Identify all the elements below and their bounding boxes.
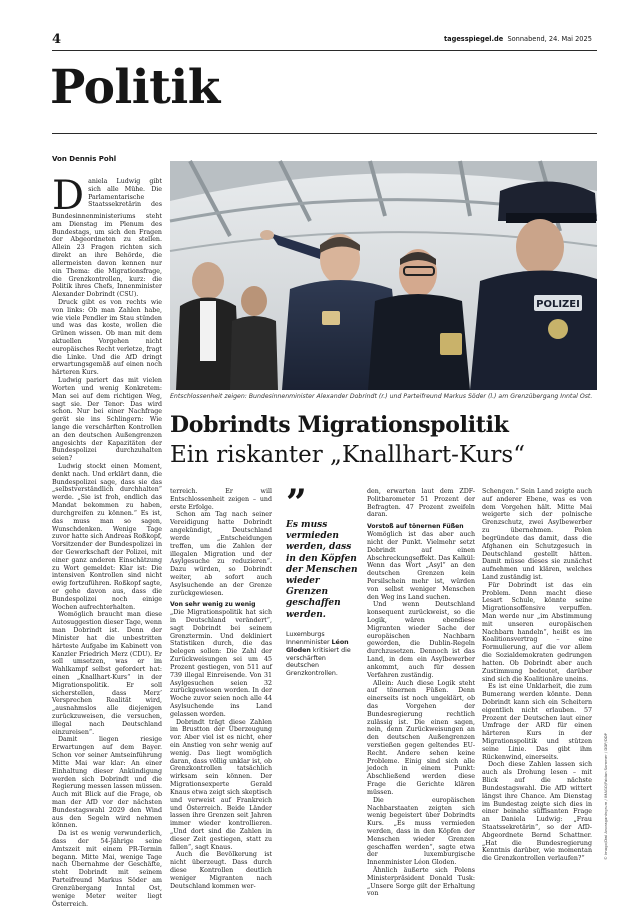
paragraph: Damit liegen riesige Erwartungen auf dem Bayer. Schon vor seiner Amtseinführung Mitte Mai war klar: An einer Einhaltung dieser Ankündigung werden sich Dobrindt und die Regierung messen lassen müssen. Auch mit Blick auf die Frage, ob man der AfD vor der nächsten Bundestagswahl 2029 den Wind aus den Segeln wird nehmen können. xyxy=(52,736,162,830)
subheading: Von sehr wenig zu wenig xyxy=(170,601,256,609)
photo-caption: Entschlossenheit zeigen: Bundesinnenminister Alexander Dobrindt (r.) und Parteifreund Markus Söder (l.) am Grenzübergang Inntal Ost. xyxy=(170,393,593,400)
paragraph: Druck gibt es von rechts wie von links: Ob man Zahlen habe, wie viele Pendler im Stau stünden und was das koste, wollen die Grünen wissen. Ob man mit dem aktuellen Vorgehen nicht europäisches Recht verletze, fragt die Linke. Und die AfD dringt erwartungsgemäß auf einen noch härteren Kurs. xyxy=(52,298,163,377)
lead-text: aniela Ludwig gibt sich alle Mühe. Die Parlamentarische Staatssekretärin des Bundesinnenministeriums steht am Dienstag im Plenum des Bundestags, um sich den Fragen der Abgeordneten zu stellen. Allein 23 Fragen richten sich direkt an ihre Behörde, die allermeisten davon kennen nur ein Thema: die Migrationsfrage, die Grenzkontrollen, kurz: die Politik ihres Chefs, Innenminister Alexander Dobrindt (CSU). xyxy=(52,178,162,299)
paragraph: Dobrindt trägt diese Zahlen im Brustton der Überzeugung vor. Aber viel ist es nicht, eher ein Anstieg von sehr wenig auf wenig. Das liegt womöglich daran, dass völlig unklar ist, ob Grenzkontrollen tatsächlich wirksam sein können. Der Migrationsexperte Gerald Knaus etwa zeigt sich skeptisch und verweist auf Frankreich und Österreich. Beide Länder lassen ihre Grenzen seit Jahren immer wieder kontrollieren. „Und dort sind die Zahlen in dieser Zeit gestiegen, statt zu fallen“, sagt Knaus. xyxy=(170,718,272,851)
paragraph: „Die Migrationspolitik hat sich in Deutschland verändert“, sagt Dobrindt bei seinem Grenztermin. Und dekliniert Statistiken durch, die das belegen sollen: Die Zahl der Zurückweisungen sei um 45 Prozent gestiegen, von 511 auf 739 illegal Einreisende. Von 31 Asylgesuchen seien 32 zurückgewiesen worden. In der Woche zuvor seien noch alle 44 Asylsuchende ins Land gelassen worden. xyxy=(170,609,272,718)
paragraph: Ludwig pariert das mit vielen Worten und wenig Konkretem: Man sei auf dem richtigen Weg, sagt sie. Der Tenor: Das wird schon. Nur bei einer Nachfrage gerät sie ins Schlingern: Wie lange die verschärften Kontrollen an den deutschen Außengrenzen angesichts der Kapazitäten der Bundespolizei durchzuhalten seien? xyxy=(52,377,162,463)
section-title: Politik xyxy=(50,60,220,115)
subheading: Vorstoß auf tönernen Füßen xyxy=(367,523,464,531)
section-rule xyxy=(52,133,597,134)
paragraph: Auch die Bevölkerung ist nicht überzeugt. Dass durch diese Kontrollen deutlich weniger Migranten nach Deutschland kommen wer- xyxy=(170,851,272,890)
article-column-5 xyxy=(482,488,592,868)
paragraph: Schengen.“ Sein Land zeigte auch auf anderer Ebene, was es von dem Vorgehen hält. Mitte Mai weigerte sich der polnische Grenzschutz, zwei Asylbewerber zu übernehmen. Polen begründete das damit, dass die Afghanen ein Schutzgesuch in Deutschland gestellt hätten. Damit müsse dieses sie zunächst aufnehmen und klären, welches Land zuständig ist. xyxy=(482,488,592,581)
paragraph: Womöglich ist das aber auch nicht der Punkt. Vielmehr setzt Dobrindt auf einen Abschreckungseffekt. Das Kalkül: Wenn das Wort „Asyl“ an den deutschen Grenzen kein Persilschein mehr ist, würden von selbst weniger Menschen den Weg ins Land suchen. xyxy=(367,531,475,601)
paragraph: Und wenn Deutschland konsequent zurückweist, so die Logik, wären ebendiese Migranten wieder Sache der europäischen Nachbarn geworden, die Dublin-Regeln durchzusetzen. Dennoch ist das Land, in dem ein Asylbewerber ankommt, auch für dessen Verfahren zuständig. xyxy=(367,601,475,679)
article-column-2 xyxy=(170,488,272,890)
quote-mark: ” xyxy=(286,482,307,524)
paragraph: Ähnlich äußerte sich Polens Ministerpräsident Donald Tusk: „Unsere Sorge gilt der Erhaltung von xyxy=(367,867,475,898)
paragraph: Für Dobrindt ist das ein Problem. Denn macht diese Lesart Schule, könnte seine Migrationsoffensive verpuffen. Man werde nur „im Abstimmung mit unseren europäischen Nachbarn handeln“, heißt es im Koalitionsvertrag – eine Formulierung, auf die vor allem die Sozialdemokraten gedrungen hatten. Ob Dobrindt aber auch Zustimmung bedeutet, darüber sind sich die Koalitionäre uneins. xyxy=(482,581,592,683)
quote-source-name: Léon Gloden xyxy=(286,638,349,654)
masthead xyxy=(444,35,592,43)
publication-name: tagesspiegel.de xyxy=(444,35,504,43)
issue-date: Sonnabend, 24. Mai 2025 xyxy=(507,35,592,43)
photo-illustration xyxy=(170,161,597,390)
byline: Von Dennis Pohl xyxy=(52,155,117,163)
quote-source xyxy=(286,631,358,678)
article-subheadline: Ein riskanter „Knallhart-Kurs“ xyxy=(170,442,525,468)
paragraph: Womöglich braucht man diese Autosuggestion dieser Tage, wenn man Dobrindt ist. Denn der Minister hat die unbestritten härteste Aufgabe im Kabinett von Kanzler Friedrich Merz (CDU). Er soll umsetzen, was er im Wahlkampf selbst gefordert hat: einen „Knallhart-Kurs“ in der Migrationspolitik. Er soll sicherstellen, dass Merz’ Versprechen Realität wird, „ausnahmslos alle diejenigen zurückzuweisen, die versuchen, illegal nach Deutschland einzureisen“. xyxy=(52,611,162,736)
paragraph: Es ist eine Unklarheit, die zum Bumerang werden könnte. Denn Dobrindt kann sich ein Scheitern eigentlich nicht erlauben. 57 Prozent der Deutschen laut einer Umfrage der ARD für einen härteren Kurs in der Migrationspolitik und stützen seine Linie. Das gibt ihm Rückenwind, einerseits. xyxy=(482,683,592,761)
header-rule xyxy=(52,50,597,51)
paragraph: terreich. Er will Entschlossenheit zeigen – und erste Erfolge. xyxy=(170,488,272,511)
paragraph: Ludwig stockt einen Moment, denkt nach. Und erklärt dann, die Bundespolizei sage, dass sie das „selbstverständlich durchhalten“ werde. „Sie ist froh, endlich das Mandat bekommen zu haben, durchgreifen zu können.“ Es ist, das muss man so sagen, Wunschdenken. Wenige Tage zuvor hatte sich Andreas Roßkopf, Vorsitzender der Bundespolizei in der Gewerkschaft der Polizei, mit einer ganz anderen Einschätzung zu Wort gemeldet: Klar ist: Die intensiven Kontrollen sind nicht ewig fortzuführen. Roßkopf sagte, er gehe davon aus, dass die Bundespolizei noch einige Wochen aufrechterhalten. xyxy=(52,463,163,611)
paragraph: den, erwarten laut dem ZDF-Politbarometer 51 Prozent der Befragten. 47 Prozent zweifeln daran. xyxy=(367,488,475,519)
page-number: 4 xyxy=(52,32,62,47)
article-column-4 xyxy=(367,488,475,898)
police-badge-text: POLIZEI xyxy=(536,299,580,310)
paragraph: Allein: Auch diese Logik steht auf tönernen Füßen. Denn einerseits ist noch ungeklärt, ob das Vorgehen der Bundesregierung rechtlich zulässig ist. Die einen sagen, nein, denn Zurückweisungen an den deutschen Außengrenzen verstießen gegen geltendes EU-Recht. Andere sehen keine Probleme. Einig sind sich alle jedoch in einem Punkt: Abschließend werden diese Frage die Gerichte klären müssen. xyxy=(367,679,475,796)
pull-quote xyxy=(286,482,358,708)
paragraph: Doch diese Zahlen lassen sich auch als Drohung lesen – mit Blick auf die nächste Bundestagswahl. Die AfD wittert längst ihre Chance. Am Dienstag im Bundestag zeigte sich dies in einer beinahe süffisanten Frage an Daniela Ludwig: „Frau Staatssekretärin“, so der AfD-Abgeordnete Bernd Schattner. „Hat die Bundesregierung Kenntnis darüber, wie momentan die Grenzkontrollen verlaufen?“ xyxy=(482,761,592,863)
quote-source-prefix: Luxemburgs Innenminister xyxy=(286,630,332,646)
quote-text: Es muss vermieden werden, dass in den Köpfen der Menschen wieder Grenzen geschaffen werden. xyxy=(286,520,358,620)
photo-credit: © imago/Dwi Anoraganingrum / IMAGO/Fabian Sommer / DDP/DDP xyxy=(603,733,608,860)
drop-cap: D xyxy=(52,173,85,219)
quote-source-suffix: kritisiert die verschärften deutschen Grenzkontrollen. xyxy=(286,646,351,678)
paragraph: Die europäischen Nachbarstaaten zeigten sich wenig begeistert über Dobrindts Kurs. „Es muss vermieden werden, dass in den Köpfen der Menschen wieder Grenzen geschaffen werden“, sagte etwa der luxemburgische Innenminister Léon Gloden. xyxy=(367,796,475,867)
article-column-1 xyxy=(52,173,163,908)
article-headline: Dobrindts Migrationspolitik xyxy=(170,412,509,438)
paragraph: Schon am Tag nach seiner Vereidigung hatte Dobrindt angekündigt, Deutschland werde „Entscheidungen treffen, um die Zahlen der illegalen Migration und der Asylgesuche zu reduzieren“. Dazu würden, so Dobrindt weiter, ab sofort auch Asylsuchende an der Grenze zurückgewiesen. xyxy=(170,511,272,597)
paragraph: Da ist es wenig verwunderlich, dass der 54-Jährige seine Amtszeit mit einem PR-Termin begann. Mitte Mai, wenige Tage nach Übernahme der Geschäfte, steht Dobrindt mit seinem Parteifreund Markus Söder am Grenzübergang Inntal Ost, wenige Meter weiter liegt Österreich. xyxy=(52,830,162,908)
article-photo xyxy=(170,161,597,390)
lead-paragraph xyxy=(52,173,162,299)
